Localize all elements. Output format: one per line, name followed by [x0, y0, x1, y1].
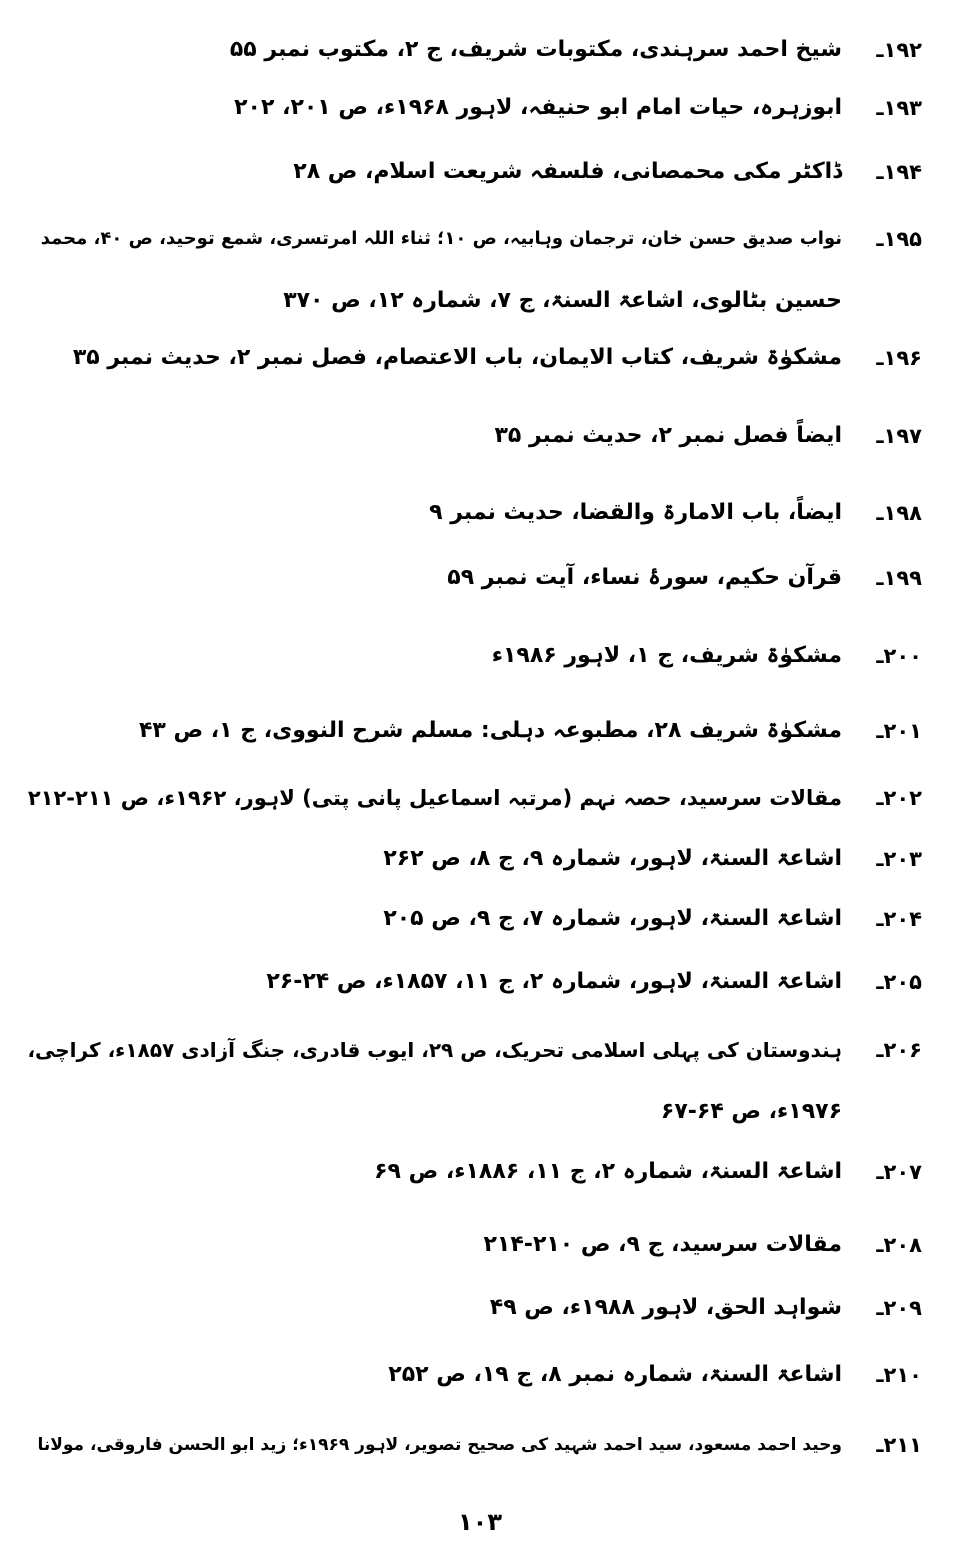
footnote-text: ابوزہرہ، حیات امام ابو حنیفہ، لاہور ۱۹۶۸ء، ص ۲۰۱، ۲۰۲: [234, 95, 842, 120]
footnote-number: ۲۰۰ـ: [876, 644, 922, 668]
footnote-199: [0, 561, 960, 595]
footnote-number: ۲۰۸ـ: [876, 1233, 922, 1257]
footnote-number: ۱۹۸ـ: [876, 501, 922, 525]
footnote-text-continued: ۱۹۷۶ء، ص ۶۴-۶۷: [660, 1099, 842, 1124]
footnote-number: ۲۱۰ـ: [876, 1363, 922, 1387]
footnote-text: اشاعۃ السنۃ، شمارہ نمبر ۸، ج ۱۹، ص ۲۵۲: [388, 1362, 842, 1387]
footnote-number: ۱۹۳ـ: [876, 96, 922, 120]
footnote-198: [0, 496, 960, 530]
footnote-193: [0, 91, 960, 125]
footnote-201: [0, 714, 960, 748]
footnote-210: [0, 1358, 960, 1392]
footnote-207: [0, 1155, 960, 1189]
footnote-text: اشاعۃ السنۃ، شمارہ ۲، ج ۱۱، ۱۸۸۶ء، ص ۶۹: [374, 1159, 842, 1184]
footnote-number: ۲۰۱ـ: [876, 719, 922, 743]
footnote-203: [0, 842, 960, 876]
footnote-text: شیخ احمد سرہندی، مکتوبات شریف، ج ۲، مکتوب نمبر ۵۵: [229, 37, 842, 62]
footnote-195-continuation: [0, 284, 960, 318]
footnote-202: [0, 781, 960, 815]
footnote-number: ۱۹۹ـ: [876, 566, 922, 590]
footnote-200: [0, 639, 960, 673]
footnote-text: مشکوٰۃ شریف ۲۸، مطبوعہ دہلی: مسلم شرح النووی، ج ۱، ص ۴۳: [138, 718, 842, 743]
footnote-text: وحید احمد مسعود، سید احمد شہید کی صحیح تصویر، لاہور ۱۹۶۹ء؛ زید ابو الحسن فاروقی، مولانا: [37, 1435, 842, 1455]
footnote-number: ۱۹۶ـ: [876, 346, 922, 370]
footnote-text: مقالات سرسید، حصہ نہم (مرتبہ اسماعیل پانی پتی) لاہور، ۱۹۶۲ء، ص ۲۱۱-۲۱۲: [27, 786, 842, 810]
footnote-text: نواب صدیق حسن خان، ترجمان وہابیہ، ص ۱۰؛ ثناء اللہ امرتسری، شمع توحید، ص ۴۰، محمد: [40, 228, 842, 249]
footnote-number: ۱۹۴ـ: [876, 160, 922, 184]
footnote-number: ۱۹۷ـ: [876, 424, 922, 448]
footnote-text: ایضاً فصل نمبر ۲، حدیث نمبر ۳۵: [494, 423, 842, 448]
footnote-text: اشاعۃ السنۃ، لاہور، شمارہ ۷، ج ۹، ص ۲۰۵: [383, 906, 842, 931]
footnote-number: ۲۰۹ـ: [876, 1296, 922, 1320]
footnote-196: [0, 341, 960, 375]
footnote-195: [0, 222, 960, 256]
footnote-number: ۱۹۲ـ: [876, 38, 922, 62]
footnote-194: [0, 155, 960, 189]
footnote-204: [0, 902, 960, 936]
footnote-number: ۲۰۶ـ: [876, 1038, 922, 1062]
footnote-text: قرآن حکیم، سورۂ نساء، آیت نمبر ۵۹: [447, 565, 842, 590]
footnote-text: اشاعۃ السنۃ، لاہور، شمارہ ۲، ج ۱۱، ۱۸۵۷ء، ص ۲۴-۲۶: [266, 969, 842, 994]
footnote-text: ایضاً، باب الامارۃ والقضا، حدیث نمبر ۹: [429, 500, 842, 525]
footnote-number: ۲۰۷ـ: [876, 1160, 922, 1184]
footnote-text: اشاعۃ السنۃ، لاہور، شمارہ ۹، ج ۸، ص ۲۶۲: [383, 846, 842, 871]
footnote-211: [0, 1428, 960, 1462]
footnote-197: [0, 419, 960, 453]
footnote-number: ۲۰۲ـ: [876, 786, 922, 810]
footnote-text: مشکوٰۃ شریف، ج ۱، لاہور ۱۹۸۶ء: [491, 643, 842, 668]
footnote-208: [0, 1228, 960, 1262]
footnote-205: [0, 965, 960, 999]
footnote-text: ڈاکٹر مکی محمصانی، فلسفہ شریعت اسلام، ص ۲۸: [293, 159, 842, 184]
footnote-number: ۲۰۳ـ: [876, 847, 922, 871]
page-number: ۱۰۳: [458, 1508, 502, 1536]
footnote-206-continuation: [0, 1095, 960, 1129]
footnote-209: [0, 1291, 960, 1325]
footnote-number: ۲۱۱ـ: [876, 1433, 922, 1457]
footnote-number: ۲۰۴ـ: [876, 907, 922, 931]
footnote-text: مشکوٰۃ شریف، کتاب الایمان، باب الاعتصام، فصل نمبر ۲، حدیث نمبر ۳۵: [72, 345, 842, 370]
footnote-text-continued: حسین بٹالوی، اشاعۃ السنۃ، ج ۷، شمارہ ۱۲، ص ۳۷۰: [283, 288, 842, 313]
footnote-text: مقالات سرسید، ج ۹، ص ۲۱۰-۲۱۴: [483, 1232, 842, 1257]
footnote-number: ۲۰۵ـ: [876, 970, 922, 994]
footnote-206: [0, 1033, 960, 1067]
footnote-text: شواہد الحق، لاہور ۱۹۸۸ء، ص ۴۹: [489, 1295, 842, 1320]
footnote-text: ہندوستان کی پہلی اسلامی تحریک، ص ۲۹، ایوب قادری، جنگ آزادی ۱۸۵۷ء، کراچی،: [27, 1038, 842, 1062]
footnote-number: ۱۹۵ـ: [876, 227, 922, 251]
footnote-192: [0, 33, 960, 67]
